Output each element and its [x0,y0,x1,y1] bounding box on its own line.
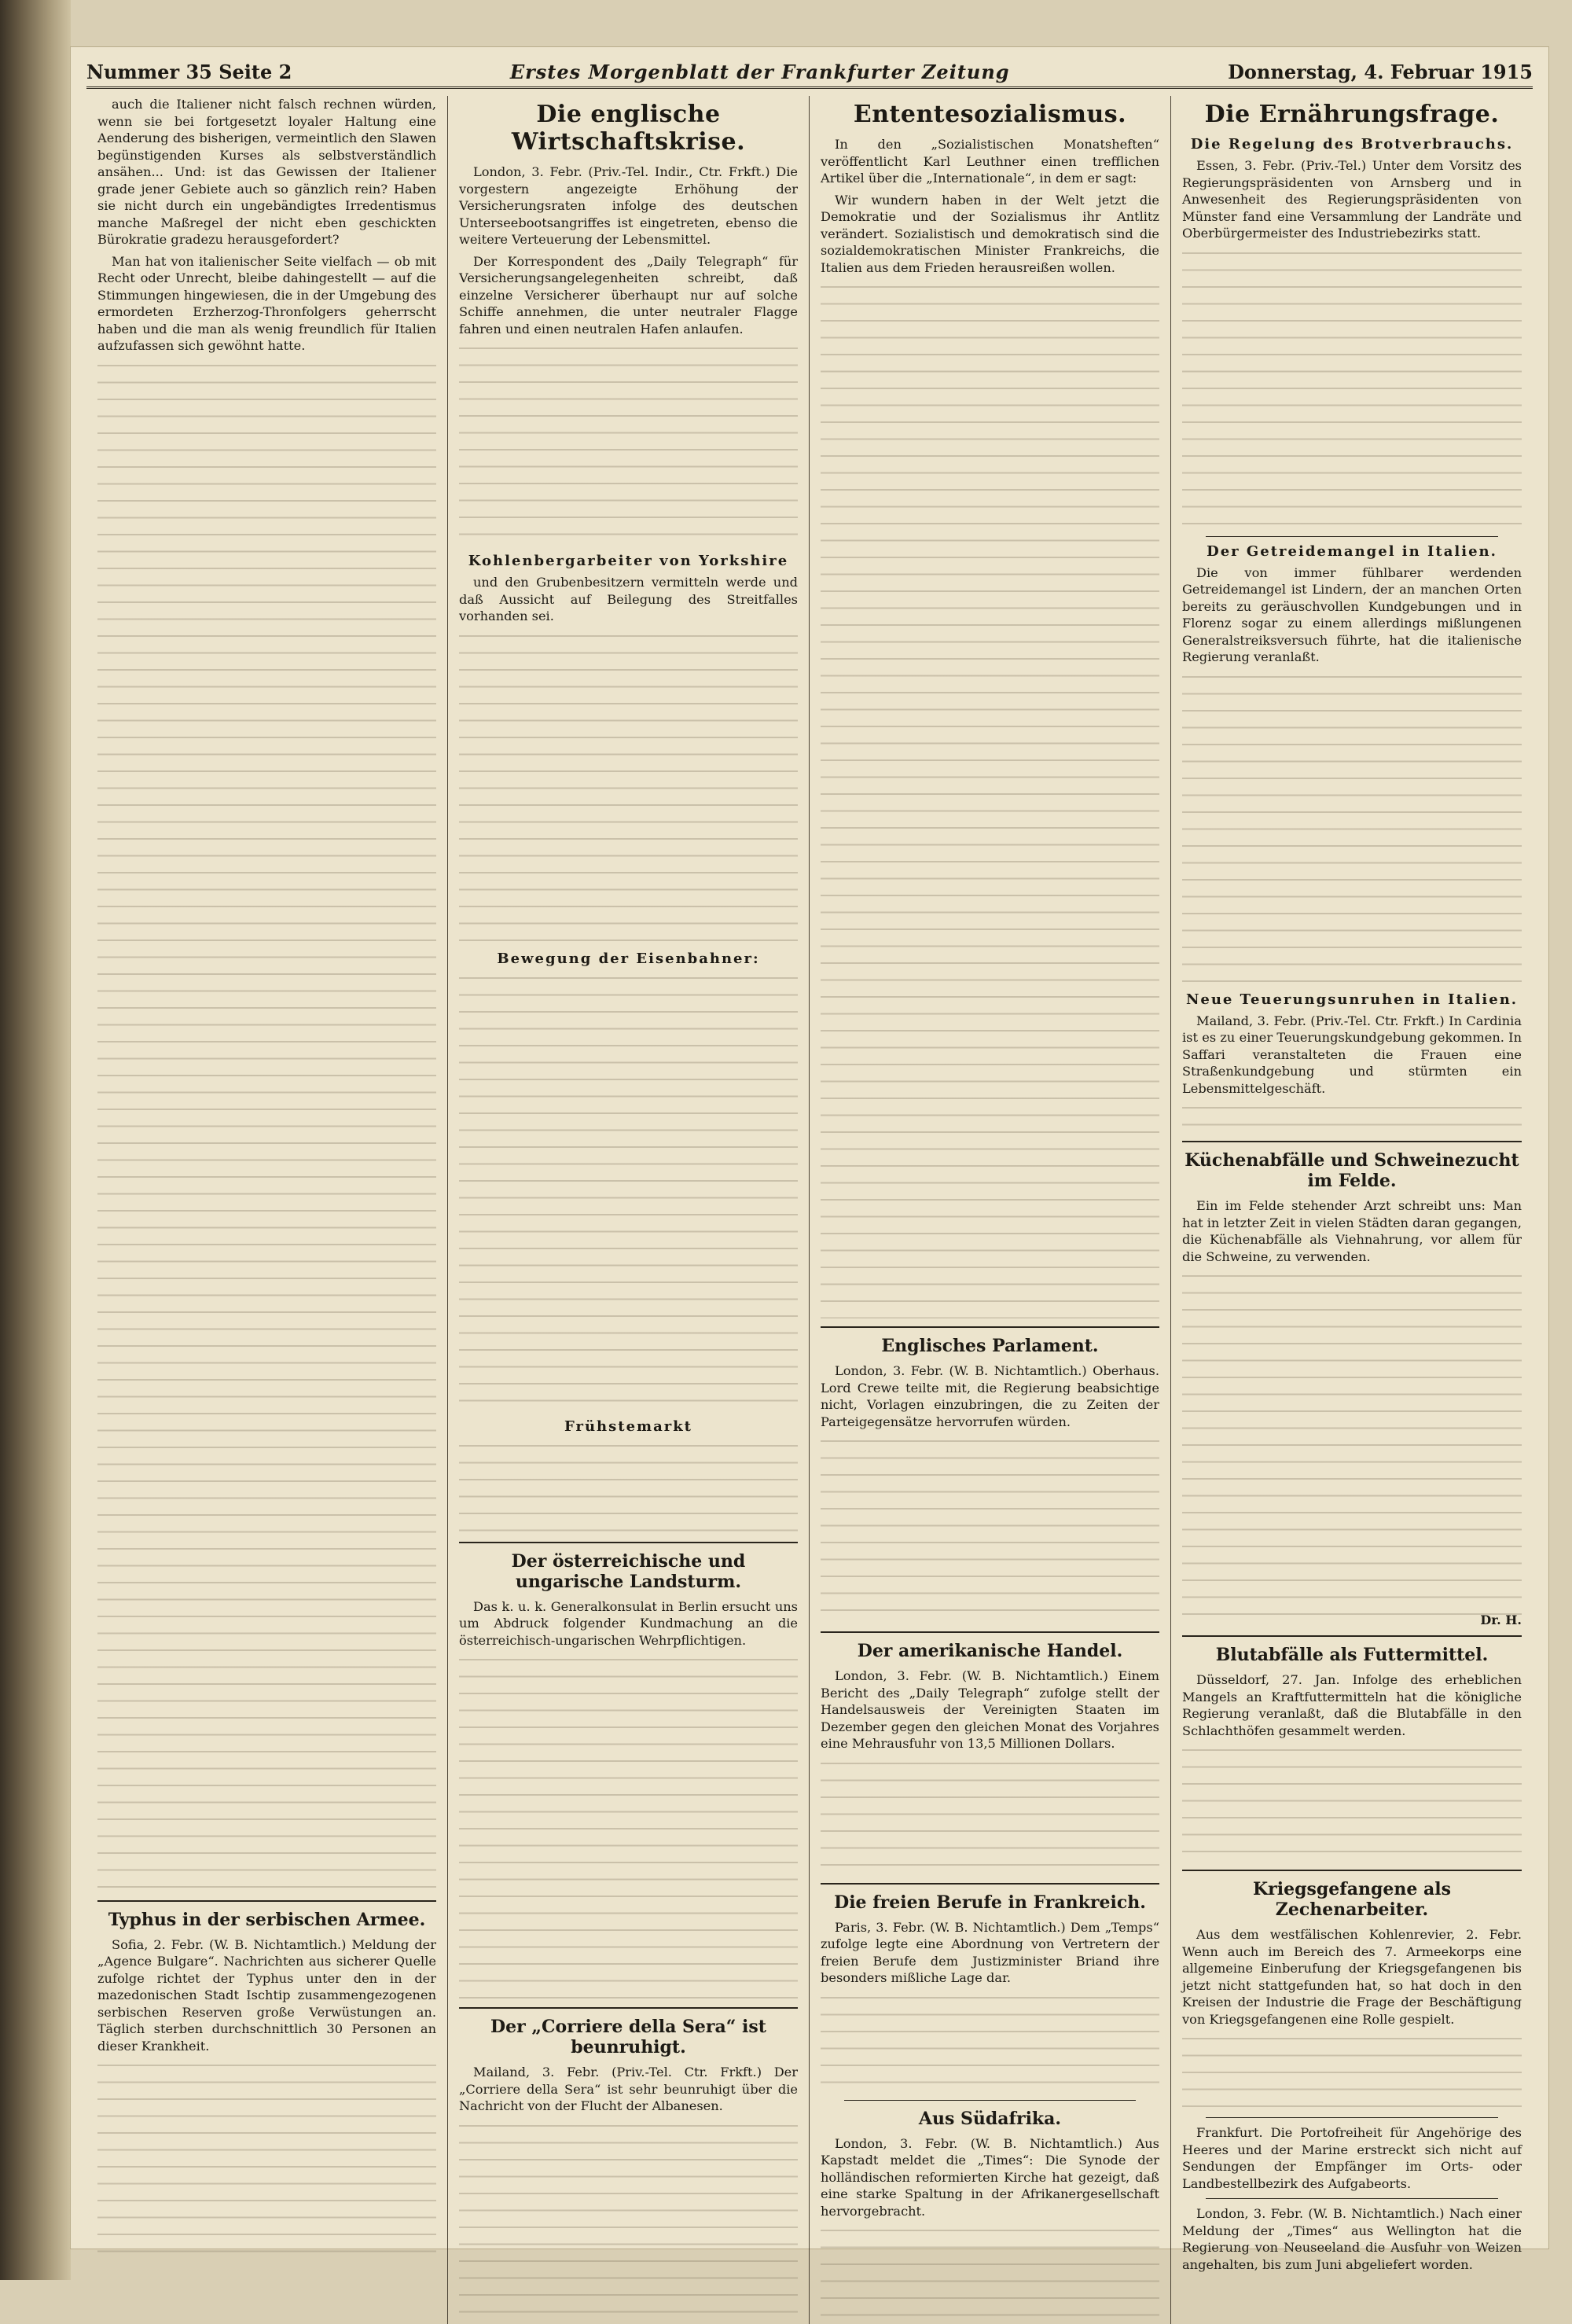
text-block [1182,671,1522,985]
paragraph: auch die Italiener nicht falsch rechnen würden, wenn sie bei fortgesetzt loyaler Haltung eine Aenderung des bisherigen, vermeintlich den Slawen begünstigenden Kurses als selbstverständlich ansähen... Und: ist das Gewissen der Italiener grade jener Gebiete auch so gänzlich rein? Haben sie nicht durch ein ungebändigtes Irredentismus manche Maßregel der nicht eben geschickten Bürokratie gradezu herausgefordert? [97,97,436,247]
column-1 [86,96,448,2324]
text-block [1182,247,1522,530]
subhead-eisenbahn: Bewegung der Eisenbahner: [497,950,760,967]
paragraph: Der Korrespondent des „Daily Telegraph“ für Versicherungsangelegenheiten schreibt, daß einzelne Versicherer überhaupt nur auf solche Schiffe annehmen, die unter neutraler Flagge fahren und einen neutralen Hafen anlaufen. [459,253,798,336]
column-3 [810,96,1171,2324]
text-block [97,359,436,1892]
text-block [1182,1101,1522,1133]
divider [459,1542,798,1543]
divider [821,1326,1159,1328]
divider [844,2100,1136,2101]
divider [821,1883,1159,1885]
text-block [821,2224,1159,2318]
divider [1206,2198,1498,2199]
paragraph: Essen, 3. Febr. (Priv.-Tel.) Unter dem Vorsitz des Regierungspräsidenten von Arnsberg und in Anwesenheit des Regierungspräsidenten von Münster fand eine Versammlung der Landräte und Oberbürgermeister des Industriebezirks statt. [1182,158,1522,241]
paragraph: Ein im Felde stehender Arzt schreibt uns: Man hat in letzter Zeit in vielen Städten daran gegangen, die Küchenabfälle als Viehnahrung, vor allem für die Schweine, zu verwenden. [1182,1198,1522,1264]
paragraph: London, 3. Febr. (Priv.-Tel. Indir., Ctr. Frkft.) Die vorgestern angezeigte Erhöhung der Versicherungsraten infolge des deutschen Unterseebootsangriffes ist eingetreten, ebenso die weitere Verteuerung der Lebensmittel. [459,164,798,247]
paragraph: London, 3. Febr. (W. B. Nichtamtlich.) Oberhaus. Lord Crewe teilte mit, die Regierung beabsichtige nicht, Vorlagen einzubringen, die zu Zeiten der Parteigegensätze hervorrufen würden. [821,1363,1159,1429]
headline-handel: Der amerikanische Handel. [857,1641,1123,1661]
article-columns [86,96,1533,2272]
headline-kriegsgefangene: Kriegsgefangene als Zechenarbeiter. [1253,1879,1451,1920]
paragraph: Mailand, 3. Febr. (Priv.-Tel. Ctr. Frkft.) In Cardinia ist es zu einer Teuerungskundgebung gekommen. In Saffari veranstalteten die Frauen eine Straßenkundgebung und stürmten ein Lebensmittelgeschäft. [1182,1013,1522,1096]
column-2 [448,96,810,2324]
divider [459,2007,798,2009]
subhead-getreide: Der Getreidemangel in Italien. [1207,542,1497,560]
paragraph: und den Grubenbesitzern vermitteln werde und daß Aussicht auf Beilegung des Streitfalles vorhanden sei. [459,575,798,623]
headline-kuechen: Küchenabfälle und Schweinezucht im Felde. [1185,1150,1519,1191]
paragraph: London, 3. Febr. (W. B. Nichtamtlich.) Aus Kapstadt meldet die „Times“: Die Synode der holländischen reformierten Kirche hat gezeigt, daß eine starke Spaltung in der Afrikanergesellschaft hervorgebracht. [821,2135,1159,2219]
column-4 [1171,96,1533,2324]
text-block [459,972,798,1412]
text-block [97,2059,436,2263]
text-block [821,1757,1159,1875]
subhead-fruehstueck: Frühstemarkt [564,1418,692,1435]
paragraph: Wir wundern haben in der Welt jetzt die Demokratie und der Sozialismus ihr Antlitz verändert. Sozialistisch und demokratisch sind die sozialdemokratischen Minister Frankreichs, die Italien aus dem Frieden herausreißen wollen. [821,192,1159,275]
author-signature: Dr. H. [1480,1612,1522,1627]
subhead-kohlen: Kohlenbergarbeiter von Yorkshire [468,553,789,569]
newspaper-title: Erstes Morgenblatt der Frankfurter Zeitung [509,61,1010,83]
paragraph: London, 3. Febr. (W. B. Nichtamtlich.) Einem Bericht des „Daily Telegraph“ zufolge stellt der Handelsausweis der Vereinigten Staaten im Dezember gegen den gleichen Monat des Vorjahres eine Mehrausfuhr von 13,5 Millionen Dollars. [821,1668,1159,1751]
text-block [459,1653,798,1999]
subhead-unruhen: Neue Teuerungsunruhen in Italien. [1185,991,1519,1008]
text-block [821,1991,1159,2094]
headline-suedafrika: Aus Südafrika. [918,2108,1062,2129]
text-block [821,281,1159,1318]
headline-parlament: Englisches Parlament. [881,1336,1099,1356]
paragraph: Paris, 3. Febr. (W. B. Nichtamtlich.) Dem „Temps“ zufolge legte eine Abordnung von Vertretern der freien Berufe dem Justizminister Briand ihre besonders mißliche Lage dar. [821,1919,1159,1985]
paragraph: Sofia, 2. Febr. (W. B. Nichtamtlich.) Meldung der „Agence Bulgare“. Nachrichten aus sicherer Quelle zufolge richtet der Typhus unter den in der mazedonischen Stadt Ischtip zusammengezogenen serbischen Reserven große Verwüstungen an. Täglich sterben durchschnittlich 30 Personen an dieser Krankheit. [97,1936,436,2054]
text-block [1182,1270,1522,1616]
paragraph: Aus dem westfälischen Kohlenrevier, 2. Febr. Wenn auch im Bereich des 7. Armeekorps eine allgemeine Einberufung der Kriegsgefangenen bis jetzt nicht stattgefunden hat, so hat doch in den Kreisen der Industrie die Frage der Beschäftigung von Kriegsgefangenen eine Rolle gespielt. [1182,1927,1522,2027]
paragraph: In den „Sozialistischen Monatsheften“ veröffentlicht Karl Leuthner einen trefflichen Artikel über die „Internationale“, in dem er sagt: [821,137,1159,186]
book-binding [0,0,71,2280]
masthead [86,47,1533,89]
divider [97,1900,436,1902]
headline-landsturm: Der österreichische und ungarische Landsturm. [511,1550,746,1592]
divider [1206,536,1498,537]
paragraph: Das k. u. k. Generalkonsulat in Berlin ersucht uns um Abdruck folgender Kundmachung an die österreichisch-ungarischen Wehrpflichtigen. [459,1598,798,1648]
divider [1182,1870,1522,1871]
divider [1206,2117,1498,2118]
headline-ententesozialismus: Ententesozialismus. [853,101,1127,128]
text-block [459,1440,798,1534]
paragraph: Man hat von italienischer Seite vielfach — ob mit Recht oder Unrecht, bleibe dahingestellt — auf die Stimmungen hingewiesen, die in der Umgebung des ermordeten Erzherzog-Thronfolgers geherrscht haben und die man als wenig freundlich für Italien aufzufassen sich gewöhnt hatte. [97,253,436,353]
headline-corriere: Der „Corriere della Sera“ ist beunruhigt. [490,2017,766,2057]
headline-typhus: Typhus in der serbischen Armee. [108,1909,426,1930]
divider [1182,1635,1522,1637]
headline-ernaehrungsfrage: Die Ernährungsfrage. [1204,101,1500,128]
divider [1182,1141,1522,1142]
paragraph: Die von immer fühlbarer werdenden Getreidemangel ist Lindern, der an manchen Orten bereits zu geräuschvollen Kundgebungen und in Florenz sogar zu einem allerdings mißlungenen Generalstreiksversuch führte, hat die italienische Regierung veranlaßt. [1182,564,1522,664]
text-block [821,1435,1159,1623]
headline-blutabfaelle: Blutabfälle als Futtermittel. [1215,1645,1489,1665]
paragraph: Mailand, 3. Febr. (Priv.-Tel. Ctr. Frkft.) Der „Corriere della Sera“ ist sehr beunruhigt über die Nachricht von der Flucht der Albanesen. [459,2065,798,2113]
text-block [459,342,798,546]
issue-number: Nummer 35 Seite 2 [86,61,292,83]
paragraph: Düsseldorf, 27. Jan. Infolge des erheblichen Mangels an Kraftfuttermitteln hat die königliche Regierung veranlaßt, daß die Blutabfälle in den Schlachthöfen gesammelt werden. [1182,1672,1522,1738]
text-block [459,2120,798,2324]
paragraph: Frankfurt. Die Portofreiheit für Angehörige des Heeres und der Marine erstreckt sich nicht auf Sendungen der Empfänger im Orts- oder Landbestellbezirk des Aufgabeorts. [1182,2125,1522,2191]
text-block [1182,1744,1522,1862]
text-block [459,630,798,944]
newspaper-page [71,47,1548,2272]
divider [821,1631,1159,1633]
subhead-regelung: Die Regelung des Brotverbrauchs. [1190,136,1514,153]
paragraph: London, 3. Febr. (W. B. Nichtamtlich.) Nach einer Meldung der „Times“ aus Wellington hat die Regierung von Neuseeland die Ausfuhr von Weizen angehalten, bis zum Juni abgeliefert worden. [1182,2206,1522,2272]
headline-berufe: Die freien Berufe in Frankreich. [834,1892,1146,1913]
text-block [1182,2032,1522,2111]
issue-date: Donnerstag, 4. Februar 1915 [1228,61,1533,83]
headline-wirtschaftskrise: Die englische Wirtschaftskrise. [511,101,746,156]
